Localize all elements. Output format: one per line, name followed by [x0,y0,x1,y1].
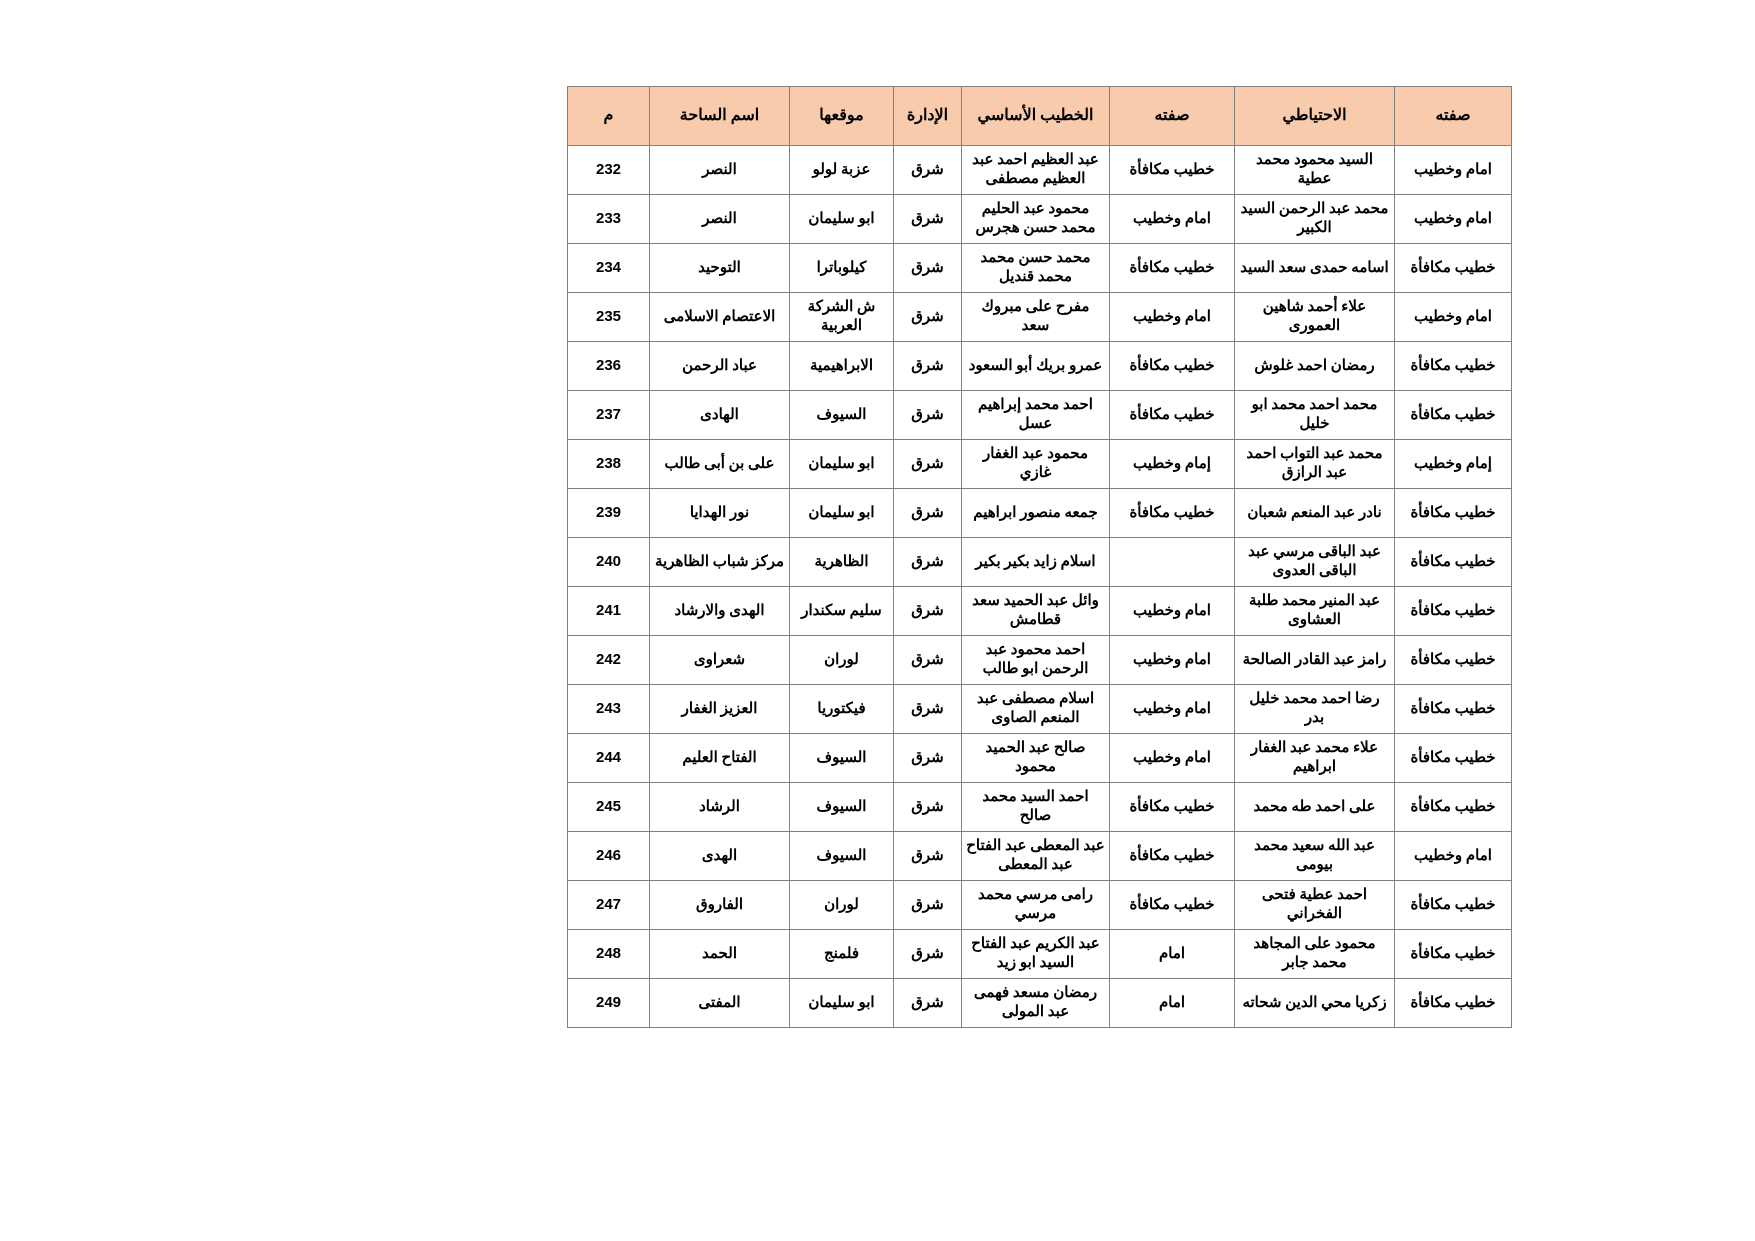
cell-no: 240 [568,538,650,587]
cell-main: مفرح على مبروك سعد [962,293,1110,342]
cell-square: الهدى والارشاد [650,587,790,636]
cell-reserve: عبد الباقى مرسي عبد الباقى العدوى [1235,538,1395,587]
cell-cap-reserve: خطيب مكافأة [1395,734,1512,783]
cell-cap-main: امام وخطيب [1110,636,1235,685]
cell-reserve: رامز عبد القادر الصالحة [1235,636,1395,685]
cell-main: احمد السيد محمد صالح [962,783,1110,832]
cell-admin: شرق [894,636,962,685]
cell-no: 236 [568,342,650,391]
cell-no: 244 [568,734,650,783]
cell-cap-main [1110,538,1235,587]
column-header-admin: الإدارة [894,87,962,146]
cell-admin: شرق [894,734,962,783]
cell-main: احمد محمد إبراهيم عسل [962,391,1110,440]
cell-cap-main: خطيب مكافأة [1110,146,1235,195]
cell-cap-reserve: خطيب مكافأة [1395,685,1512,734]
cell-cap-main: امام [1110,979,1235,1028]
cell-no: 233 [568,195,650,244]
cell-location: ابو سليمان [790,440,894,489]
cell-cap-reserve: خطيب مكافأة [1395,538,1512,587]
cell-cap-main: خطيب مكافأة [1110,244,1235,293]
cell-admin: شرق [894,244,962,293]
cell-admin: شرق [894,979,962,1028]
cell-admin: شرق [894,832,962,881]
cell-admin: شرق [894,587,962,636]
column-header-no: م [568,87,650,146]
cell-admin: شرق [894,195,962,244]
cell-reserve: محمد احمد محمد ابو خليل [1235,391,1395,440]
cell-square: التوحيد [650,244,790,293]
cell-cap-reserve: خطيب مكافأة [1395,881,1512,930]
cell-cap-reserve: خطيب مكافأة [1395,342,1512,391]
cell-reserve: علاء محمد عبد الغفار ابراهيم [1235,734,1395,783]
table-row [568,293,1512,342]
cell-admin: شرق [894,489,962,538]
table-row [568,342,1512,391]
cell-no: 234 [568,244,650,293]
column-header-main: الخطيب الأساسي [962,87,1110,146]
cell-reserve: اسامه حمدى سعد السيد [1235,244,1395,293]
cell-location: فلمنج [790,930,894,979]
cell-main: رامى مرسي محمد مرسي [962,881,1110,930]
table-row [568,881,1512,930]
cell-cap-reserve: خطيب مكافأة [1395,636,1512,685]
cell-cap-reserve: امام وخطيب [1395,832,1512,881]
cell-cap-main: خطيب مكافأة [1110,832,1235,881]
table-row [568,685,1512,734]
cell-main: عبد المعطى عبد الفتاح عبد المعطى [962,832,1110,881]
column-header-square: اسم الساحة [650,87,790,146]
cell-no: 243 [568,685,650,734]
cell-cap-main: امام [1110,930,1235,979]
cell-cap-reserve: خطيب مكافأة [1395,979,1512,1028]
cell-admin: شرق [894,930,962,979]
cell-cap-main: خطيب مكافأة [1110,342,1235,391]
cell-cap-main: خطيب مكافأة [1110,881,1235,930]
cell-location: الابراهيمية [790,342,894,391]
cell-cap-main: امام وخطيب [1110,195,1235,244]
cell-square: الفتاح العليم [650,734,790,783]
cell-main: محمد حسن محمد محمد قنديل [962,244,1110,293]
cell-no: 246 [568,832,650,881]
cell-cap-main: امام وخطيب [1110,587,1235,636]
cell-admin: شرق [894,342,962,391]
column-header-cap-reserve: صفته [1395,87,1512,146]
cell-location: عزبة لولو [790,146,894,195]
cell-reserve: زكريا محي الدين شحاته [1235,979,1395,1028]
column-header-reserve: الاحتياطي [1235,87,1395,146]
table-row [568,930,1512,979]
cell-reserve: علاء أحمد شاهين العمورى [1235,293,1395,342]
cell-no: 249 [568,979,650,1028]
cell-square: النصر [650,146,790,195]
cell-square: العزيز الغفار [650,685,790,734]
table-header [568,87,1512,146]
cell-main: وائل عبد الحميد سعد قطامش [962,587,1110,636]
cell-square: الرشاد [650,783,790,832]
cell-main: جمعه منصور ابراهيم [962,489,1110,538]
cell-main: محمود عبد الغفار غازي [962,440,1110,489]
column-header-location: موقعها [790,87,894,146]
cell-main: عبد العظيم احمد عبد العظيم مصطفى [962,146,1110,195]
cell-no: 245 [568,783,650,832]
cell-location: سليم سكندار [790,587,894,636]
cell-no: 242 [568,636,650,685]
cell-admin: شرق [894,293,962,342]
cell-square: الهادى [650,391,790,440]
cell-square: مركز شباب الظاهرية [650,538,790,587]
cell-cap-reserve: خطيب مكافأة [1395,244,1512,293]
cell-reserve: على احمد طه محمد [1235,783,1395,832]
table-row [568,979,1512,1028]
cell-cap-main: إمام وخطيب [1110,440,1235,489]
cell-admin: شرق [894,685,962,734]
cell-cap-reserve: خطيب مكافأة [1395,489,1512,538]
cell-square: النصر [650,195,790,244]
cell-location: السيوف [790,832,894,881]
cell-no: 239 [568,489,650,538]
cell-cap-reserve: خطيب مكافأة [1395,587,1512,636]
cell-no: 247 [568,881,650,930]
cell-reserve: عبد المنير محمد طلبة العشاوى [1235,587,1395,636]
cell-cap-main: امام وخطيب [1110,734,1235,783]
table-body [568,146,1512,1028]
cell-location: ابو سليمان [790,195,894,244]
table-row [568,734,1512,783]
cell-reserve: رمضان احمد غلوش [1235,342,1395,391]
preachers-table-container [568,86,1512,1028]
cell-cap-main: خطيب مكافأة [1110,783,1235,832]
table-header-row [568,87,1512,146]
cell-square: الحمد [650,930,790,979]
table-row [568,489,1512,538]
table-row [568,587,1512,636]
cell-cap-reserve: امام وخطيب [1395,293,1512,342]
cell-square: الهدى [650,832,790,881]
cell-main: صالح عبد الحميد محمود [962,734,1110,783]
column-header-cap-main: صفته [1110,87,1235,146]
cell-no: 248 [568,930,650,979]
cell-cap-reserve: امام وخطيب [1395,146,1512,195]
table-row [568,244,1512,293]
cell-main: عمرو بريك أبو السعود [962,342,1110,391]
cell-main: محمود عبد الحليم محمد حسن هجرس [962,195,1110,244]
cell-main: اسلام زايد بكير بكير [962,538,1110,587]
cell-admin: شرق [894,146,962,195]
table-row [568,832,1512,881]
table-row [568,440,1512,489]
cell-no: 237 [568,391,650,440]
cell-location: ش الشركة العربية [790,293,894,342]
table-row [568,391,1512,440]
cell-reserve: السيد محمود محمد عطية [1235,146,1395,195]
preachers-table [567,86,1512,1028]
cell-location: السيوف [790,391,894,440]
cell-reserve: عبد الله سعيد محمد بيومى [1235,832,1395,881]
cell-reserve: محمد عبد الرحمن السيد الكبير [1235,195,1395,244]
table-row [568,195,1512,244]
cell-no: 235 [568,293,650,342]
cell-location: السيوف [790,783,894,832]
cell-admin: شرق [894,538,962,587]
cell-square: نور الهدايا [650,489,790,538]
cell-square: عباد الرحمن [650,342,790,391]
cell-location: الظاهرية [790,538,894,587]
cell-admin: شرق [894,881,962,930]
cell-admin: شرق [894,783,962,832]
cell-location: لوران [790,881,894,930]
cell-reserve: محمود على المجاهد محمد جابر [1235,930,1395,979]
cell-main: عبد الكريم عبد الفتاح السيد ابو زيد [962,930,1110,979]
cell-location: فيكتوريا [790,685,894,734]
cell-reserve: رضا احمد محمد خليل بدر [1235,685,1395,734]
cell-square: شعراوى [650,636,790,685]
cell-cap-reserve: إمام وخطيب [1395,440,1512,489]
cell-cap-main: امام وخطيب [1110,685,1235,734]
cell-square: الفاروق [650,881,790,930]
cell-main: رمضان مسعد فهمى عبد المولى [962,979,1110,1028]
cell-square: على بن أبى طالب [650,440,790,489]
cell-cap-reserve: امام وخطيب [1395,195,1512,244]
table-row [568,636,1512,685]
table-row [568,146,1512,195]
cell-no: 238 [568,440,650,489]
cell-admin: شرق [894,391,962,440]
cell-no: 232 [568,146,650,195]
cell-location: ابو سليمان [790,979,894,1028]
cell-square: الاعتصام الاسلامى [650,293,790,342]
cell-cap-main: امام وخطيب [1110,293,1235,342]
cell-no: 241 [568,587,650,636]
cell-reserve: محمد عبد التواب احمد عبد الرازق [1235,440,1395,489]
cell-reserve: نادر عبد المنعم شعبان [1235,489,1395,538]
cell-square: المفتى [650,979,790,1028]
cell-location: لوران [790,636,894,685]
table-row [568,538,1512,587]
cell-location: كيلوباترا [790,244,894,293]
cell-admin: شرق [894,440,962,489]
cell-cap-reserve: خطيب مكافأة [1395,930,1512,979]
cell-location: ابو سليمان [790,489,894,538]
cell-cap-reserve: خطيب مكافأة [1395,783,1512,832]
cell-cap-main: خطيب مكافأة [1110,391,1235,440]
cell-main: اسلام مصطفى عبد المنعم الصاوى [962,685,1110,734]
cell-location: السيوف [790,734,894,783]
cell-cap-main: خطيب مكافأة [1110,489,1235,538]
table-row [568,783,1512,832]
cell-main: احمد محمود عبد الرحمن ابو طالب [962,636,1110,685]
cell-reserve: احمد عطية فتحى الفخراني [1235,881,1395,930]
cell-cap-reserve: خطيب مكافأة [1395,391,1512,440]
